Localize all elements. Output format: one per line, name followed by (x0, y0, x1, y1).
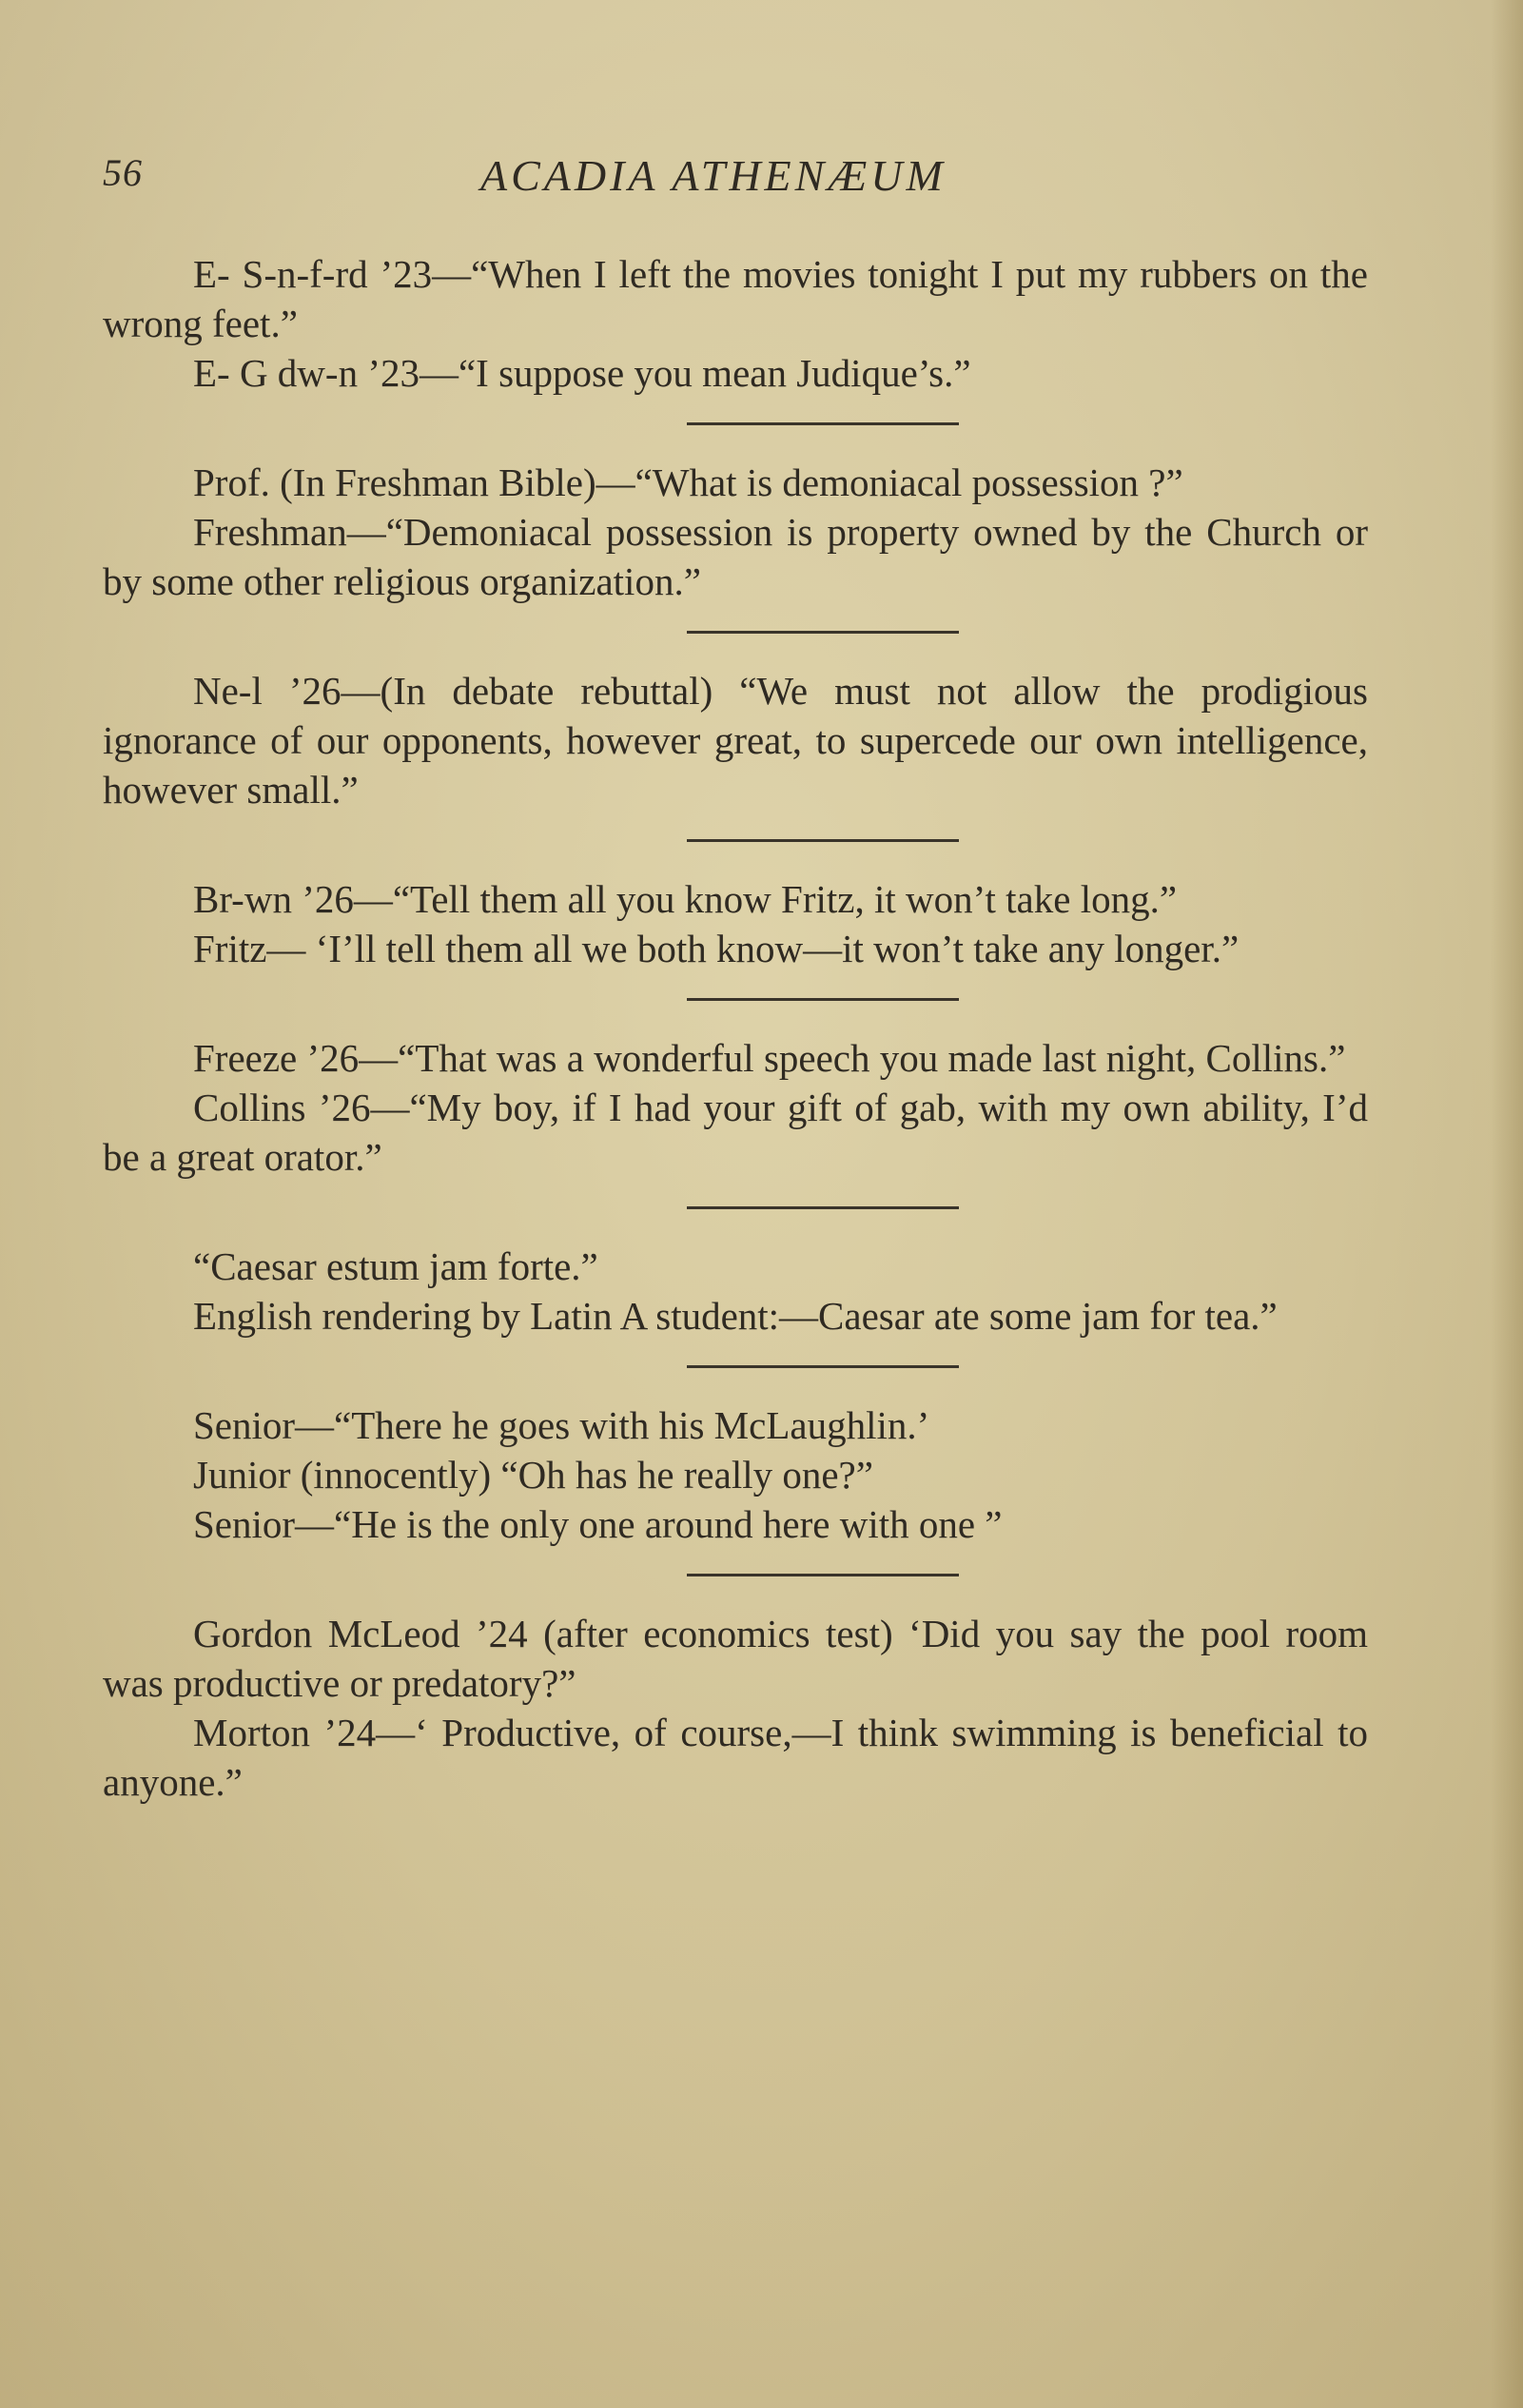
running-title: ACADIA ATHENÆUM (480, 151, 947, 200)
joke-line: Fritz— ‘I’ll tell them all we both know—it won’t take any longer.” (193, 927, 1240, 970)
section-divider (687, 1574, 959, 1576)
joke-section-2 (103, 458, 1368, 606)
joke-section-5 (103, 1033, 1368, 1182)
joke-line: E- S-n-f-rd ’23—“When I left the movies tonight I put my rubbers on the wrong feet.” (103, 252, 1368, 345)
joke-section-3 (103, 666, 1368, 814)
joke-line: Junior (innocently) “Oh has he really one?” (193, 1453, 873, 1497)
joke-line: Freshman—“Demoniacal possession is property owned by the Church or by some other religious organization.” (103, 510, 1368, 603)
joke-section-4 (103, 874, 1368, 973)
section-divider (687, 1365, 959, 1368)
joke-section-1 (103, 249, 1368, 398)
joke-line: Gordon McLeod ’24 (after economics test) ‘Did you say the pool room was productive or predatory?” (103, 1612, 1368, 1705)
page-number: 56 (103, 151, 143, 194)
joke-line: English rendering by Latin A student:—Caesar ate some jam for tea.” (193, 1294, 1278, 1338)
joke-section-8 (103, 1609, 1368, 1807)
jokes-column (103, 249, 1368, 1807)
joke-line: “Caesar estum jam forte.” (193, 1244, 598, 1288)
joke-section-7 (103, 1400, 1368, 1549)
page-edge-shadow (1491, 0, 1523, 2408)
section-divider (687, 998, 959, 1001)
section-divider (687, 422, 959, 425)
section-divider (687, 631, 959, 634)
joke-line: Prof. (In Freshman Bible)—“What is demoniacal possession ?” (193, 460, 1183, 504)
section-divider (687, 839, 959, 842)
joke-line: Ne-l ’26—(In debate rebuttal) “We must not allow the prodigious ignorance of our opponents, however great, to supercede our own intelligence, however small.” (103, 669, 1368, 812)
page-header (0, 150, 1523, 207)
joke-line: Freeze ’26—“That was a wonderful speech you made last night, Collins.” (193, 1036, 1346, 1080)
joke-line: Senior—“There he goes with his McLaughlin.’ (193, 1403, 930, 1447)
section-divider (687, 1206, 959, 1209)
joke-line: Morton ’24—‘ Productive, of course,—I think swimming is beneficial to anyone.” (103, 1711, 1368, 1804)
joke-section-6 (103, 1242, 1368, 1341)
joke-line: Br-wn ’26—“Tell them all you know Fritz, it won’t take long.” (193, 877, 1178, 921)
joke-line: E- G dw-n ’23—“I suppose you mean Judique’s.” (193, 351, 971, 395)
joke-line: Collins ’26—“My boy, if I had your gift of gab, with my own ability, I’d be a great orator.” (103, 1086, 1368, 1179)
joke-line: Senior—“He is the only one around here with one ” (193, 1502, 1003, 1546)
